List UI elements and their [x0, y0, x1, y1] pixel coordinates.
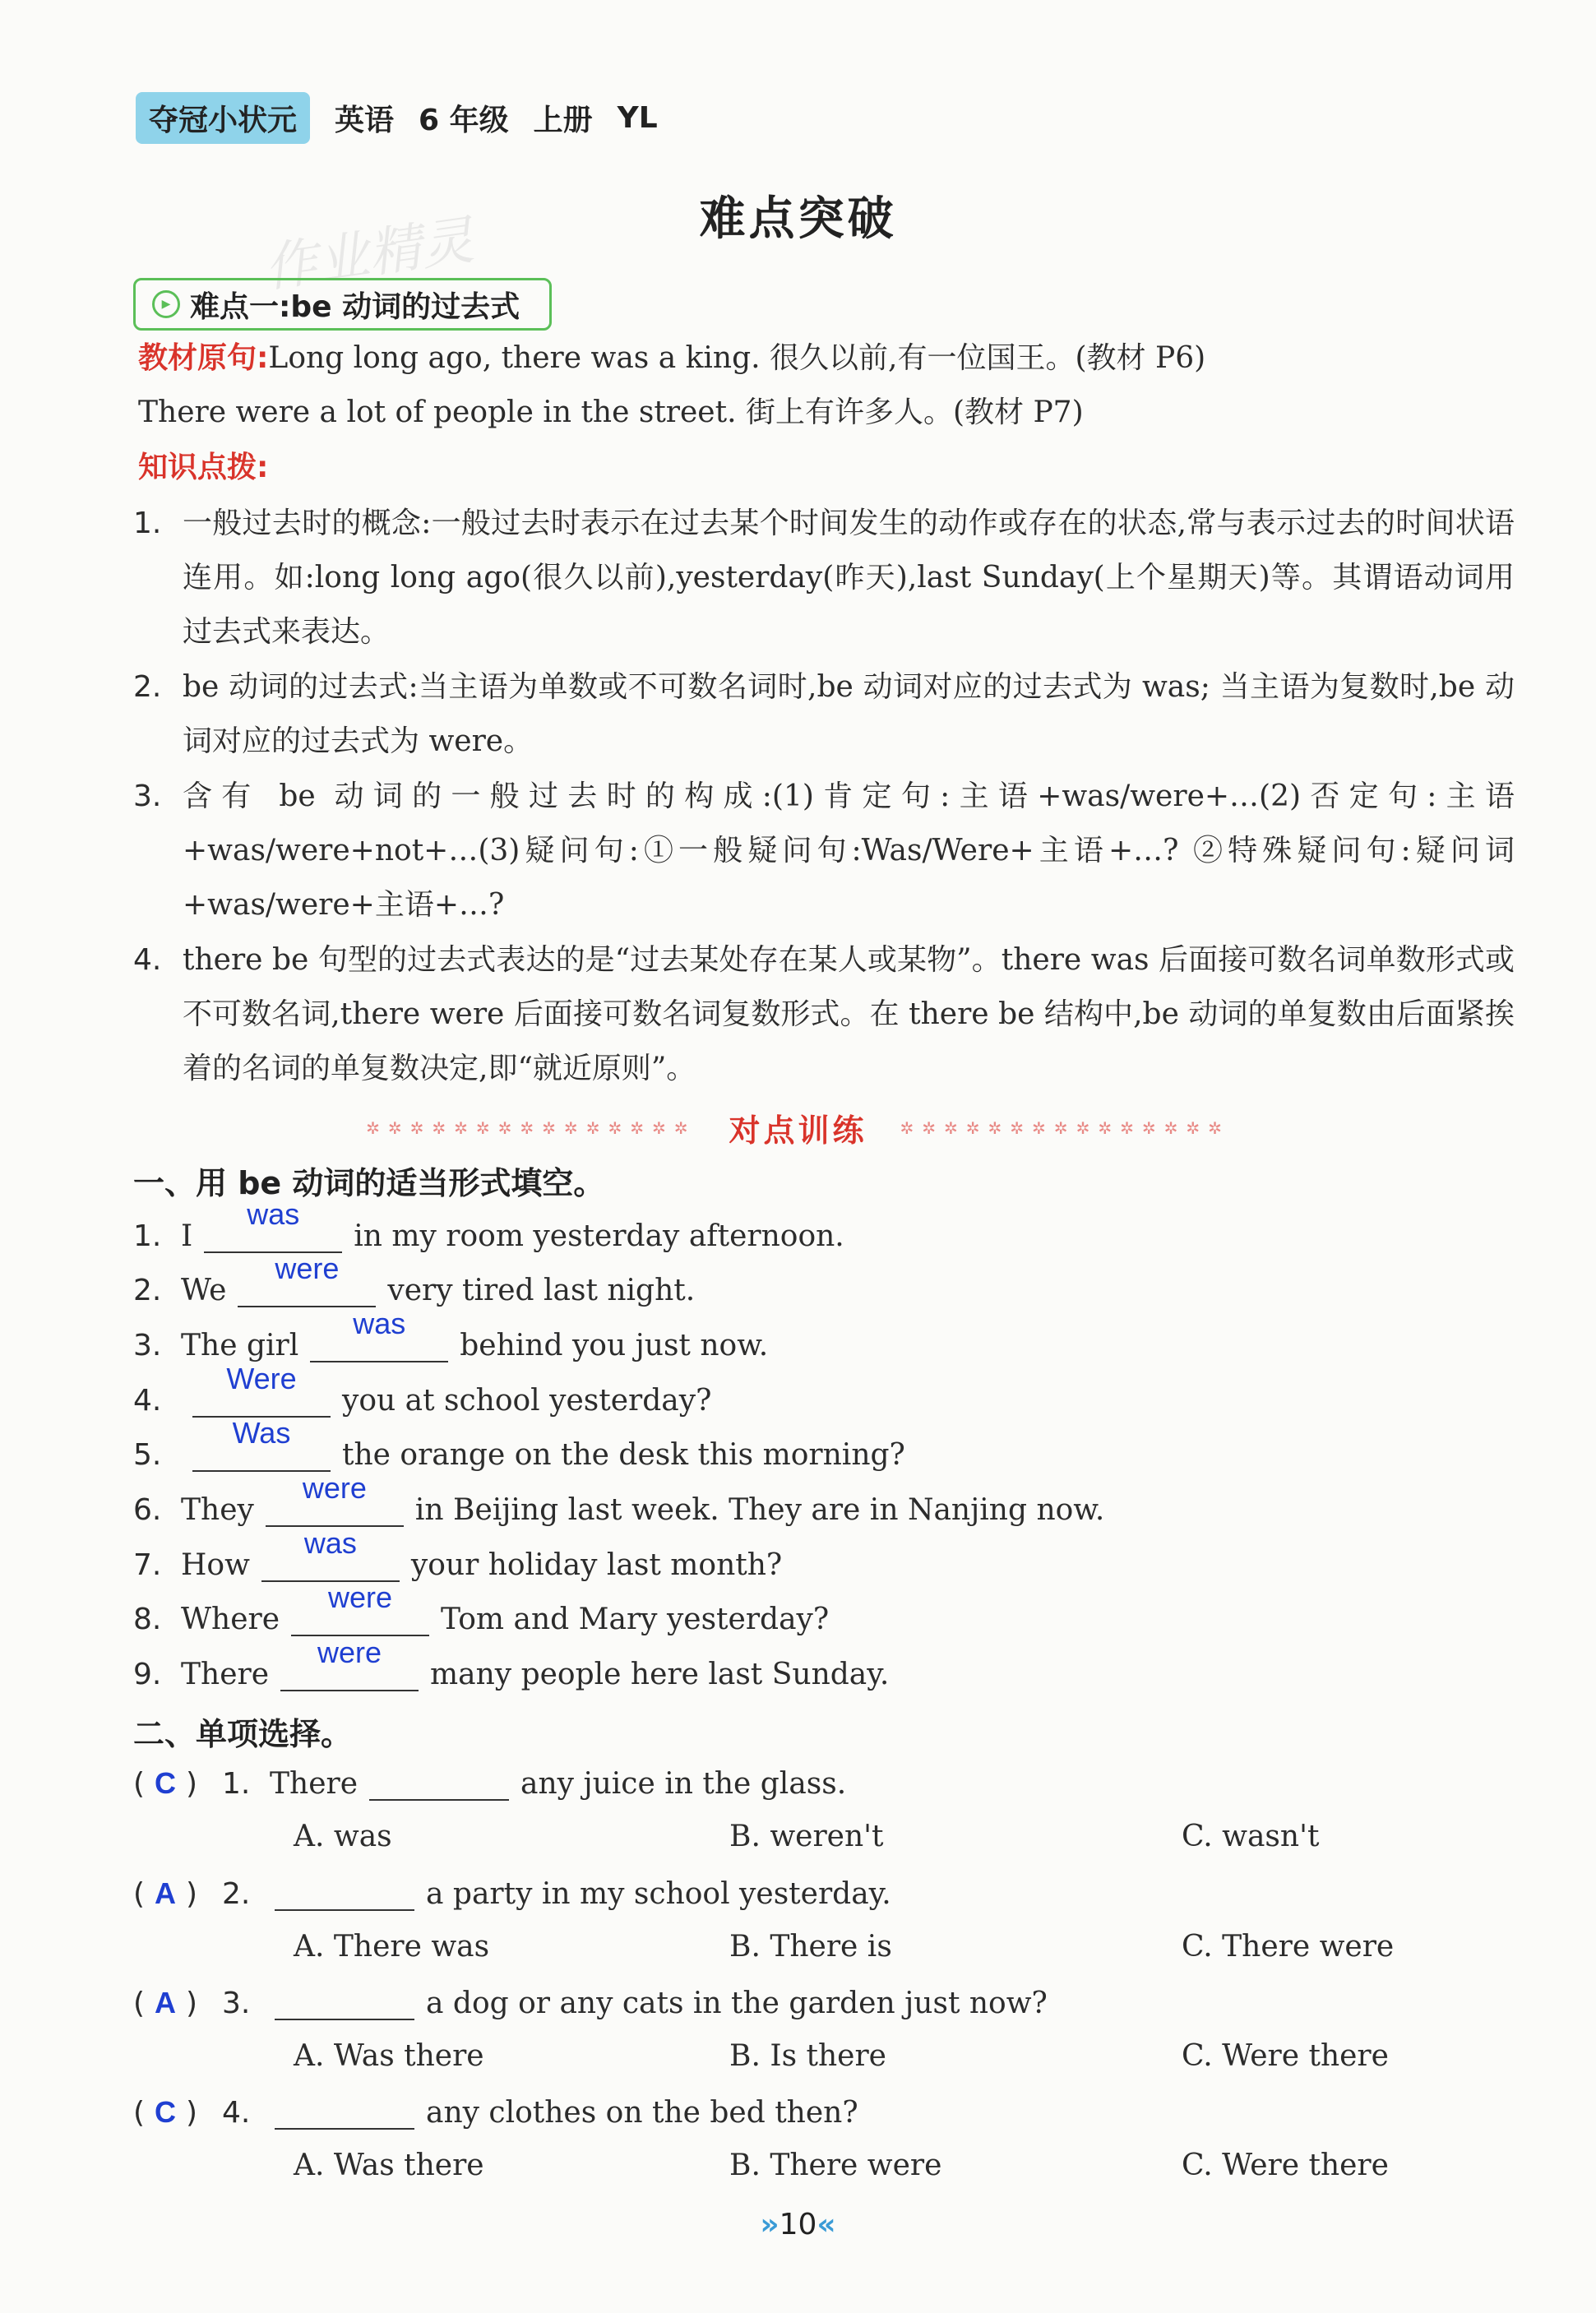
knowledge-label: 知识点拨:	[138, 451, 269, 484]
answer-blank	[291, 1580, 429, 1636]
item-pre: They	[181, 1493, 254, 1527]
answer-text: was	[353, 1307, 406, 1340]
page-title: 难点突破	[699, 192, 897, 246]
page-number: 10	[779, 2208, 817, 2241]
item-post: your holiday last month?	[410, 1548, 783, 1582]
option-a: A. Was there	[294, 2149, 484, 2182]
knowledge-point	[133, 770, 1515, 932]
option-b: B. There is	[729, 1930, 892, 1964]
section-tag-label: 难点一:be 动词的过去式	[190, 289, 520, 324]
knowledge-point	[133, 660, 1515, 769]
item-number: 2.	[222, 1877, 251, 1911]
answer-blank	[275, 2098, 414, 2130]
knowledge-point	[133, 497, 1515, 659]
item-post: any juice in the glass.	[520, 1767, 847, 1801]
answer-blank	[310, 1307, 448, 1362]
textbook-line-2: There were a lot of people in the street. 街上有许多人。(教材 P7)	[138, 396, 1084, 429]
answer-paren: ( A )	[133, 1876, 198, 1911]
option-a: A. Was there	[294, 2039, 484, 2073]
item-number: 5.	[133, 1438, 162, 1472]
answer-blank	[369, 1769, 509, 1801]
answer-blank	[192, 1362, 331, 1418]
choice-item	[133, 1862, 1416, 1964]
option-c: C. wasn't	[1182, 1820, 1320, 1853]
answer-blank	[261, 1526, 400, 1582]
footer-arrow-left: »	[760, 2208, 779, 2241]
point-text: be 动词的过去式:当主语为单数或不可数名词时,be 动词对应的过去式为 was; 当主语为复数时,be 动词对应的过去式为 were。	[183, 670, 1515, 758]
point-number: 2.	[133, 670, 162, 704]
divider-title: 对点训练	[729, 1113, 867, 1149]
textbook-sentence-1: Long long ago, there was a king. 很久以前,有一位国王。(教材 P6)	[268, 341, 1206, 375]
answer-text: was	[303, 1526, 357, 1560]
play-icon: ▶	[152, 290, 180, 318]
subject-label: 英语	[335, 104, 395, 137]
point-text: 含有 be 动词的一般过去时的构成:(1)肯定句:主语+was/were+…(2)否定句:主语+was/were+not+…(3)疑问句:①一般疑问句:Was/Were+主语+…? ②特殊疑问句:疑问词+was/were+主语+…?	[183, 779, 1515, 922]
option-c: C. There were	[1182, 1930, 1395, 1964]
divider-stars-right: ✲✲✲✲✲✲✲✲✲✲✲✲✲✲✲	[900, 1117, 1230, 1138]
item-number: 6.	[133, 1493, 162, 1527]
item-pre: We	[181, 1274, 227, 1307]
fill-item	[133, 1471, 1105, 1527]
item-number: 4.	[222, 2096, 251, 2130]
part2-title: 二、单项选择。	[133, 1716, 353, 1752]
item-post: a dog or any cats in the garden just now?	[426, 1987, 1048, 2020]
choice-item	[133, 1751, 1416, 1853]
answer-blank	[204, 1197, 342, 1253]
option-b: B. weren't	[729, 1820, 884, 1853]
divider-stars-left: ✲✲✲✲✲✲✲✲✲✲✲✲✲✲✲	[366, 1117, 696, 1138]
answer-blank	[238, 1251, 376, 1307]
item-pre: There	[181, 1658, 270, 1691]
fill-item	[133, 1635, 890, 1691]
fill-item	[133, 1580, 830, 1636]
answer-text: Were	[226, 1362, 297, 1395]
point-text: 一般过去时的概念:一般过去时表示在过去某个时间发生的动作或存在的状态,常与表示过去的时间状语连用。如:long long ago(很久以前),yesterday(昨天),last Sunday(上个星期天)等。其谓语动词用过去式来表达。	[183, 507, 1515, 649]
item-pre: The girl	[181, 1329, 299, 1362]
option-b: B. Is there	[729, 2039, 886, 2073]
item-post: any clothes on the bed then?	[426, 2096, 858, 2130]
item-number: 4.	[133, 1384, 162, 1418]
answer-text: were	[317, 1635, 382, 1669]
page-footer	[0, 2208, 1596, 2241]
textbook-label: 教材原句:	[138, 341, 269, 375]
volume-label: 上册	[533, 104, 593, 137]
point-text: there be 句型的过去式表达的是“过去某处存在某人或某物”。there was 后面接可数名词单数形式或不可数名词,there were 后面接可数名词复数形式。在 there be 结构中,be 动词的单复数由后面紧挨着的名词的单复数决定,即“就近原则”。	[183, 943, 1515, 1085]
answer-blank	[280, 1635, 419, 1691]
grade-label: 6 年级	[419, 104, 509, 137]
point-number: 4.	[133, 943, 162, 977]
option-a: A. was	[294, 1820, 392, 1853]
edition-label: YL	[617, 101, 658, 135]
item-number: 2.	[133, 1274, 162, 1307]
item-post: a party in my school yesterday.	[426, 1877, 891, 1911]
item-pre: There	[270, 1767, 359, 1801]
page-header	[136, 92, 658, 144]
item-pre: How	[181, 1548, 250, 1582]
option-a: A. There was	[294, 1930, 490, 1964]
item-number: 1.	[133, 1219, 162, 1253]
footer-arrow-right: «	[817, 2208, 836, 2241]
answer-paren: ( C )	[133, 1766, 198, 1801]
answer-blank	[275, 1880, 414, 1911]
answer-letter: C	[155, 1766, 177, 1800]
answer-letter: A	[155, 1986, 177, 2019]
item-post: in my room yesterday afternoon.	[354, 1219, 844, 1253]
answer-blank	[192, 1416, 331, 1472]
fill-item	[133, 1526, 783, 1582]
answer-text: were	[275, 1251, 340, 1285]
item-post: very tired last night.	[387, 1274, 696, 1307]
item-post: Tom and Mary yesterday?	[441, 1603, 830, 1636]
item-number: 8.	[133, 1603, 162, 1636]
item-post: the orange on the desk this morning?	[342, 1438, 905, 1472]
option-c: C. Were there	[1182, 2149, 1389, 2182]
answer-paren: ( C )	[133, 2095, 198, 2130]
fill-item	[133, 1416, 905, 1472]
answer-paren: ( A )	[133, 1986, 198, 2020]
choice-item	[133, 2080, 1416, 2182]
answer-text: were	[302, 1471, 367, 1505]
section-tag	[133, 278, 552, 331]
answer-text: was	[247, 1197, 300, 1231]
fill-item	[133, 1362, 712, 1418]
item-post: many people here last Sunday.	[430, 1658, 890, 1691]
brand-label: 夺冠小状元	[136, 92, 310, 144]
option-b: B. There were	[729, 2149, 942, 2182]
answer-text: Was	[232, 1416, 291, 1450]
answer-letter: C	[155, 2095, 177, 2129]
point-number: 1.	[133, 507, 162, 540]
answer-blank	[275, 1989, 414, 2020]
answer-letter: A	[155, 1876, 177, 1910]
answer-blank	[266, 1471, 404, 1527]
option-c: C. Were there	[1182, 2039, 1389, 2073]
choice-item	[133, 1971, 1416, 2073]
item-post: behind you just now.	[460, 1329, 769, 1362]
point-number: 3.	[133, 779, 162, 813]
item-number: 1.	[222, 1767, 251, 1801]
watermark: 作业精灵	[260, 210, 478, 300]
item-post: in Beijing last week. They are in Nanjing now.	[414, 1493, 1105, 1527]
item-pre: Where	[181, 1603, 280, 1636]
item-number: 3.	[222, 1987, 251, 2020]
answer-text: were	[328, 1580, 393, 1614]
item-pre: I	[181, 1219, 193, 1253]
fill-item	[133, 1197, 844, 1253]
practice-divider	[0, 1105, 1596, 1150]
item-post: you at school yesterday?	[342, 1384, 712, 1418]
item-number: 7.	[133, 1548, 162, 1582]
fill-item	[133, 1251, 696, 1307]
item-number: 3.	[133, 1329, 162, 1362]
textbook-line-1	[138, 340, 1205, 377]
part1-title: 一、用 be 动词的适当形式填空。	[133, 1165, 605, 1201]
item-number: 9.	[133, 1658, 162, 1691]
knowledge-point	[133, 933, 1515, 1096]
fill-item	[133, 1307, 769, 1362]
